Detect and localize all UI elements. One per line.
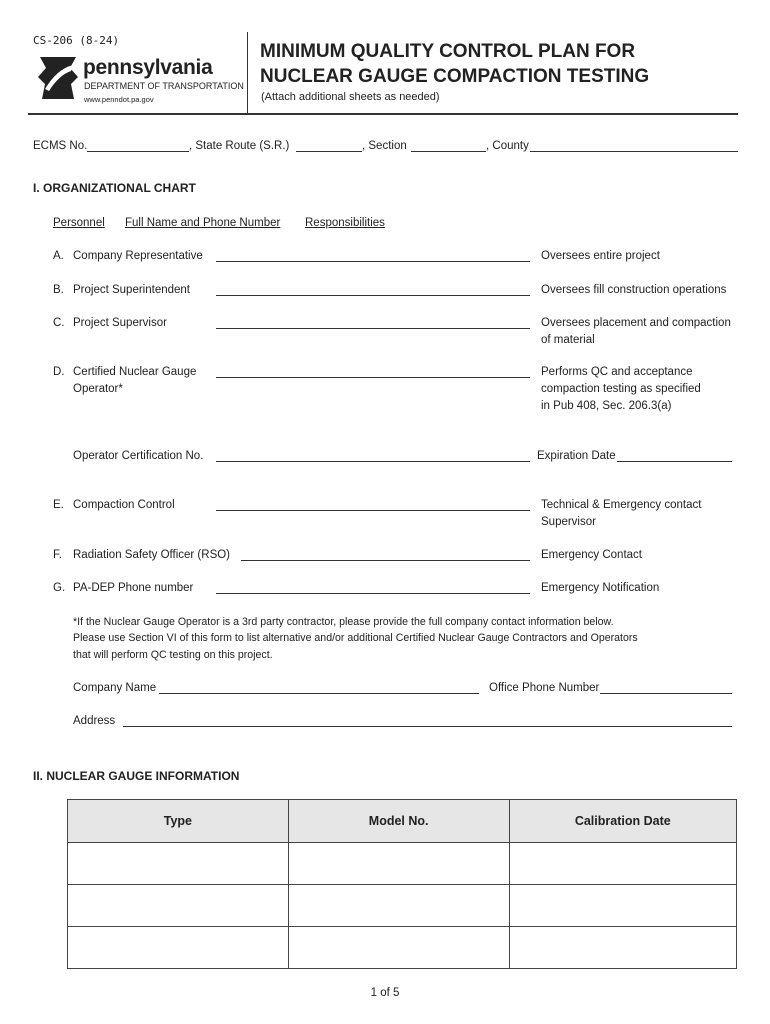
row-a-label: Company Representative: [73, 250, 203, 262]
cert-input[interactable]: [216, 461, 530, 462]
agency-name: pennsylvania: [83, 56, 213, 79]
row-b-resp: Oversees fill construction operations: [541, 284, 727, 296]
ecms-label: ECMS No.: [33, 140, 88, 152]
model-cell[interactable]: [288, 927, 509, 969]
row-g-resp: Emergency Notification: [541, 582, 660, 594]
row-e-label: Compaction Control: [73, 499, 175, 511]
agency-url: www.penndot.pa.gov: [84, 95, 154, 104]
gauge-table: [67, 799, 737, 969]
gauge-table-header-row: [68, 800, 737, 843]
row-d-resp-2: compaction testing as specified: [541, 383, 701, 395]
row-f-label: Radiation Safety Officer (RSO): [73, 549, 231, 561]
county-input[interactable]: [530, 151, 738, 152]
calibration-cell[interactable]: [509, 843, 736, 885]
state-route-input[interactable]: [296, 151, 362, 152]
form-title-line2: NUCLEAR GAUGE COMPACTION TESTING: [260, 66, 650, 87]
row-d-input[interactable]: [216, 377, 530, 378]
model-cell[interactable]: [288, 885, 509, 927]
row-g-letter: G.: [53, 582, 66, 594]
row-c-resp-2: of material: [541, 334, 595, 346]
col-type: Type: [68, 800, 289, 843]
table-row: [68, 843, 737, 885]
expiration-input[interactable]: [617, 461, 732, 462]
agency-department: DEPARTMENT OF TRANSPORTATION: [84, 81, 244, 91]
col-model-no: Model No.: [288, 800, 509, 843]
address-label: Address: [73, 715, 116, 727]
form-title-line1: MINIMUM QUALITY CONTROL PLAN FOR: [260, 41, 636, 62]
row-a-letter: A.: [53, 250, 64, 262]
row-e-input[interactable]: [216, 510, 530, 511]
company-name-input[interactable]: [159, 693, 479, 694]
row-f-letter: F.: [53, 549, 62, 561]
calibration-cell[interactable]: [509, 885, 736, 927]
calibration-cell[interactable]: [509, 927, 736, 969]
row-d-resp-1: Performs QC and acceptance: [541, 366, 693, 378]
row-e-resp-1: Technical & Emergency contact: [541, 499, 702, 511]
row-b-label: Project Superintendent: [73, 284, 190, 296]
expiration-label: Expiration Date: [537, 450, 616, 462]
type-cell[interactable]: [68, 843, 289, 885]
row-e-resp-2: Supervisor: [541, 516, 596, 528]
col-calibration-date: Calibration Date: [509, 800, 736, 843]
note-line-2: Please use Section VI of this form to list alternative and/or additional Certified Nuclear Gauge Contractors and Operators: [73, 632, 638, 644]
section2-heading: II. NUCLEAR GAUGE INFORMATION: [33, 769, 240, 783]
model-cell[interactable]: [288, 843, 509, 885]
row-b-letter: B.: [53, 284, 64, 296]
office-phone-label: Office Phone Number: [489, 682, 600, 694]
county-label: , County: [486, 140, 529, 152]
row-f-input[interactable]: [241, 560, 530, 561]
row-c-letter: C.: [53, 317, 65, 329]
section1-heading: I. ORGANIZATIONAL CHART: [33, 181, 196, 195]
row-c-input[interactable]: [216, 328, 530, 329]
company-name-label: Company Name: [73, 682, 157, 694]
office-phone-input[interactable]: [600, 693, 732, 694]
cert-label: Operator Certification No.: [73, 450, 204, 462]
row-c-label: Project Supervisor: [73, 317, 167, 329]
row-a-input[interactable]: [216, 261, 530, 262]
row-d-resp-3: in Pub 408, Sec. 206.3(a): [541, 400, 672, 412]
row-d-label-2: Operator*: [73, 383, 123, 395]
row-d-label-1: Certified Nuclear Gauge: [73, 366, 197, 378]
row-e-letter: E.: [53, 499, 64, 511]
keystone-logo-icon: [37, 55, 79, 101]
form-subtitle: (Attach additional sheets as needed): [261, 91, 440, 103]
section-label: , Section: [362, 140, 407, 152]
note-line-1: *If the Nuclear Gauge Operator is a 3rd party contractor, please provide the full company contact information below.: [73, 616, 614, 628]
address-input[interactable]: [123, 726, 732, 727]
row-g-label: PA-DEP Phone number: [73, 582, 194, 594]
ecms-input[interactable]: [87, 151, 189, 152]
type-cell[interactable]: [68, 885, 289, 927]
table-row: [68, 885, 737, 927]
note-line-3: that will perform QC testing on this project.: [73, 649, 273, 661]
page-number: 1 of 5: [370, 987, 400, 999]
form-id: CS-206 (8-24): [33, 34, 120, 47]
row-b-input[interactable]: [216, 295, 530, 296]
row-f-resp: Emergency Contact: [541, 549, 642, 561]
header-divider-vertical: [247, 32, 248, 114]
row-g-input[interactable]: [216, 593, 530, 594]
row-a-resp: Oversees entire project: [541, 250, 660, 262]
col-personnel: Personnel: [53, 217, 105, 229]
col-responsibilities: Responsibilities: [305, 217, 385, 229]
header-rule: [28, 113, 738, 115]
type-cell[interactable]: [68, 927, 289, 969]
row-c-resp-1: Oversees placement and compaction: [541, 317, 731, 329]
col-name-phone: Full Name and Phone Number: [125, 217, 281, 229]
section-input[interactable]: [411, 151, 486, 152]
table-row: [68, 927, 737, 969]
row-d-letter: D.: [53, 366, 65, 378]
state-route-label: , State Route (S.R.): [189, 140, 290, 152]
